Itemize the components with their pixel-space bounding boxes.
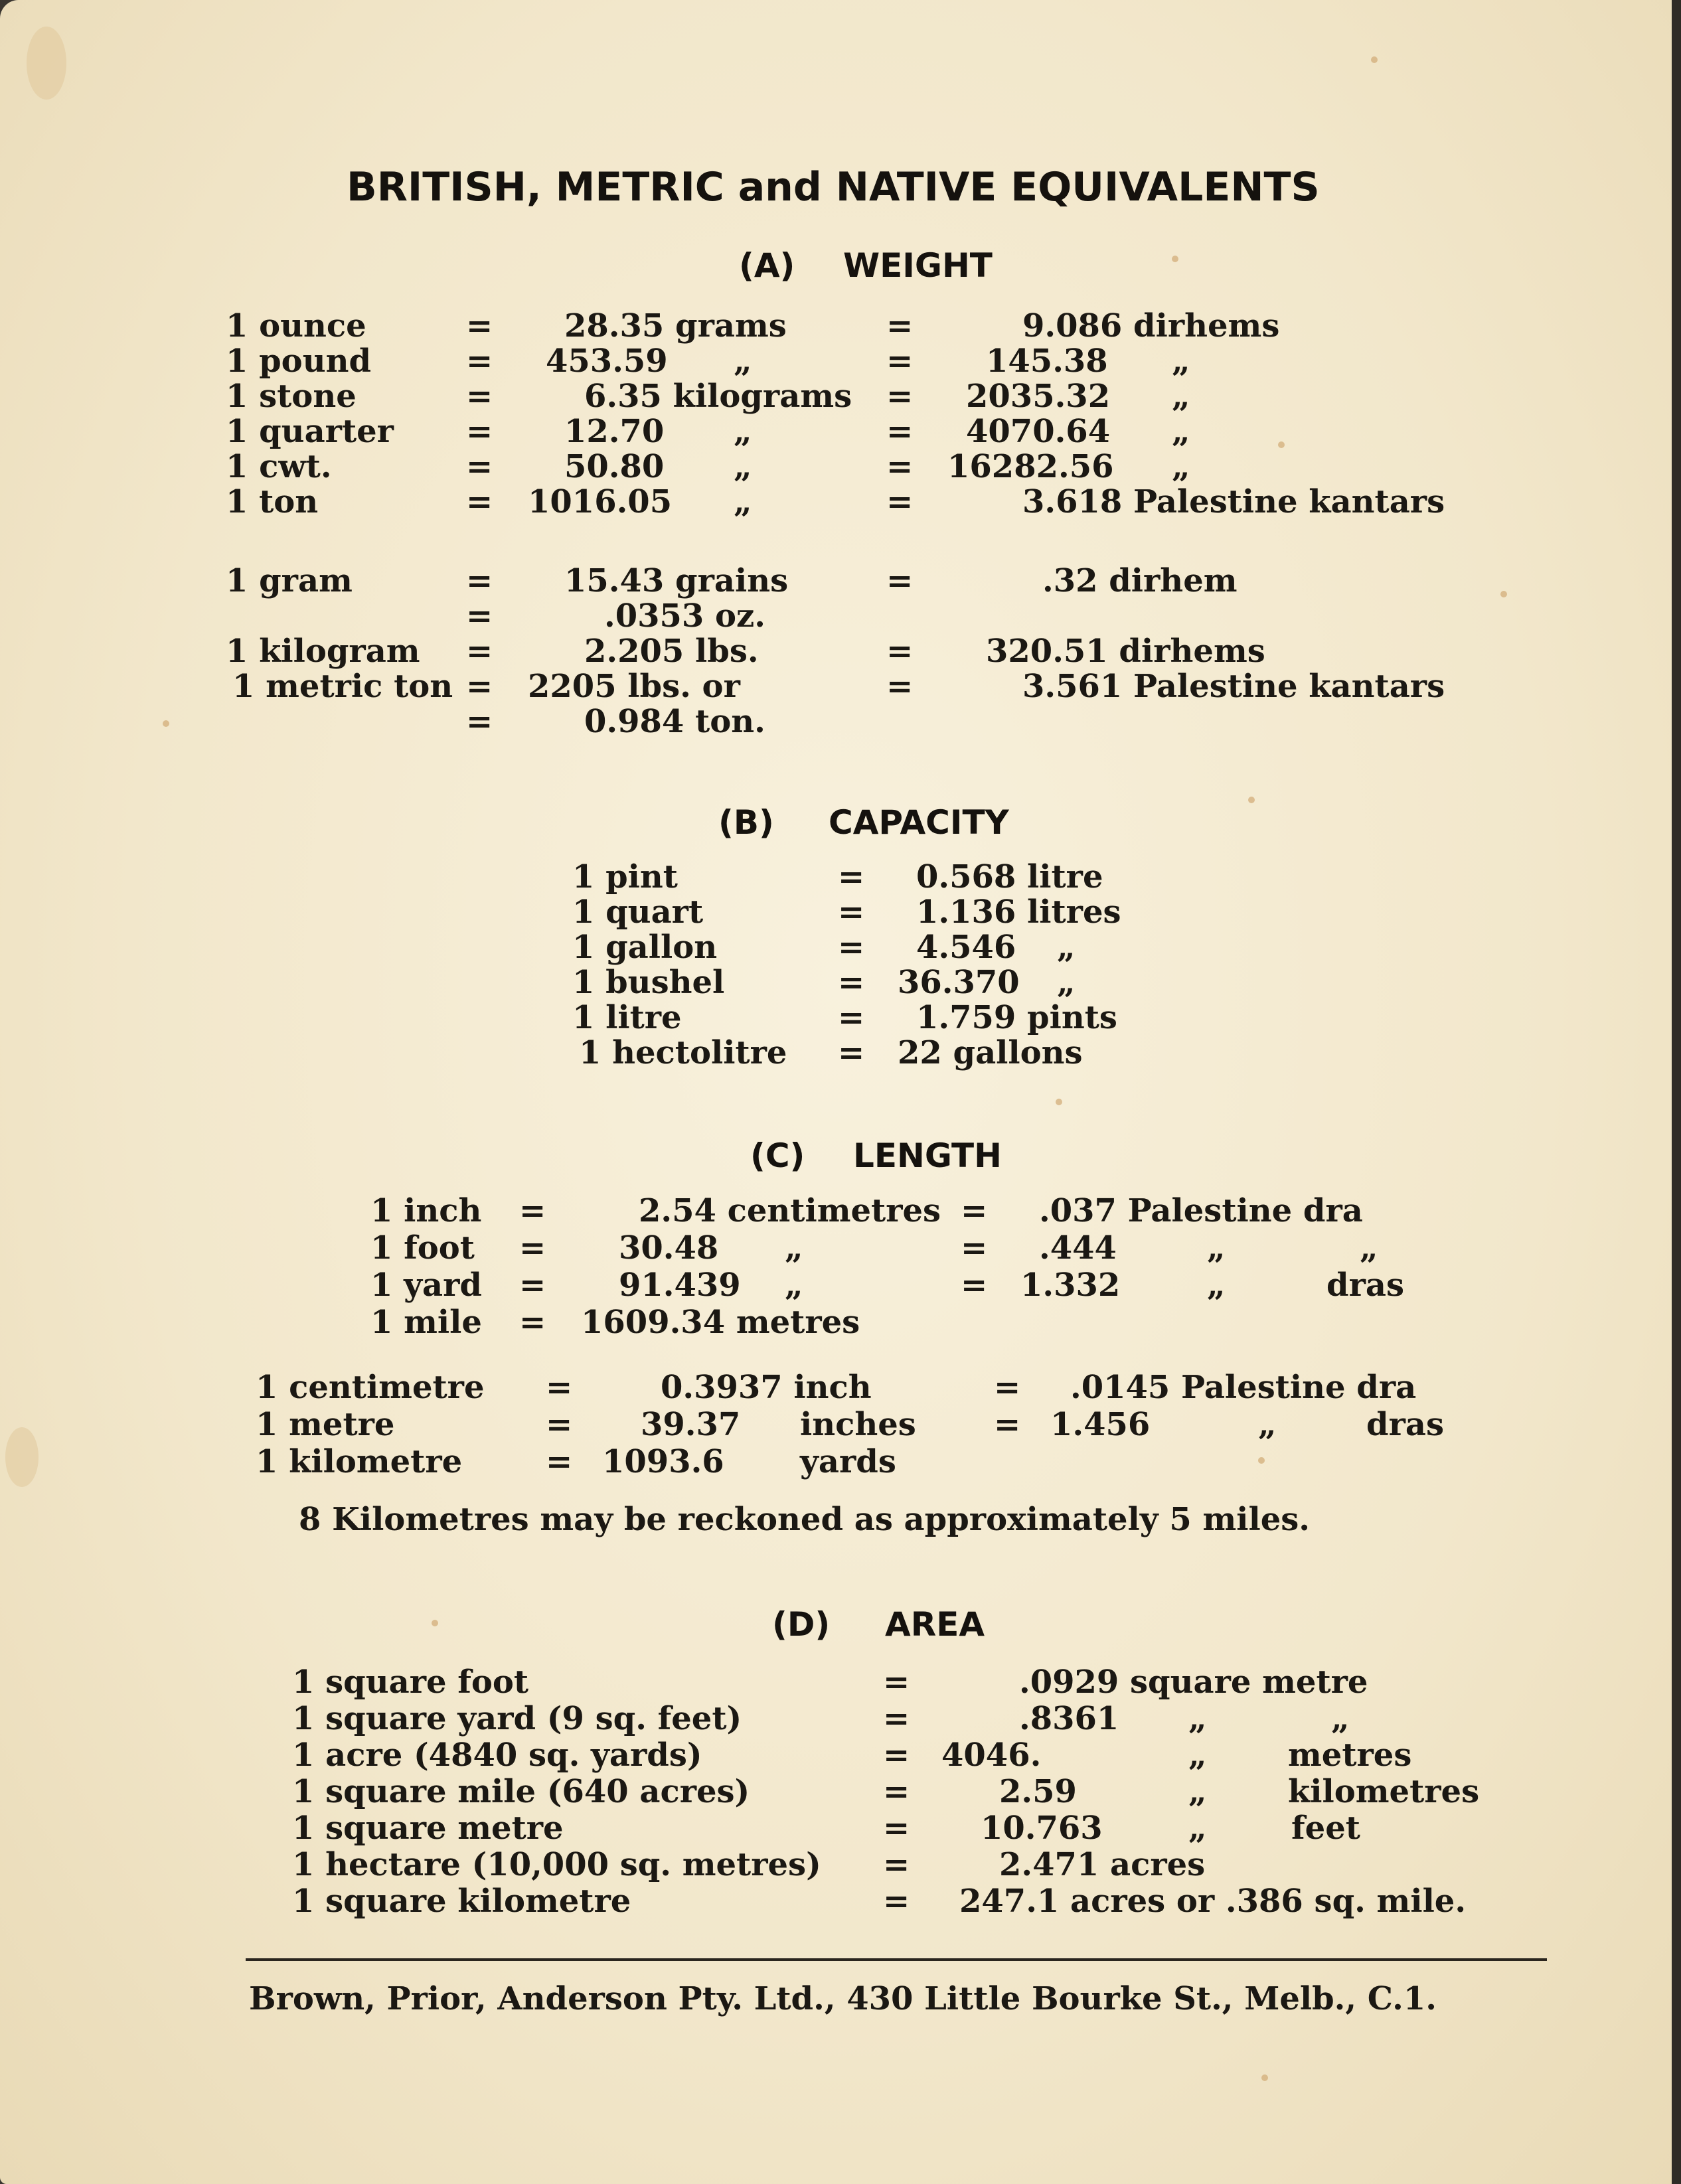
value-unit-cell: yards [800, 1443, 896, 1480]
paper-stain [5, 1427, 39, 1487]
equals-sign: = [886, 343, 914, 380]
equals-sign: = [886, 562, 914, 599]
unit-cell: 1 gallon [572, 929, 718, 966]
unit-cell: 1 pound [226, 343, 372, 380]
ditto-mark: „ [734, 483, 752, 520]
page-title: BRITISH, METRIC and NATIVE EQUIVALENTS [347, 164, 1320, 210]
unit-cell: 1 litre [572, 999, 682, 1036]
value-cell: 1.136 litres [916, 894, 1121, 931]
equals-sign: = [466, 413, 493, 450]
unit-cell: 1 square kilometre [292, 1883, 631, 1920]
equals-sign: = [886, 307, 914, 345]
paper-speck [1371, 56, 1378, 63]
ditto-mark: „ [785, 1267, 803, 1304]
value-cell: 2.205 lbs. [584, 633, 759, 670]
equals-sign: = [519, 1192, 546, 1229]
native-value-cell: 3.618 Palestine kantars [1022, 483, 1445, 520]
length-section-heading: LENGTH [853, 1136, 1002, 1175]
unit-cell: 1 acre (4840 sq. yards) [292, 1737, 702, 1774]
unit-cell: 1 hectolitre [579, 1034, 787, 1071]
equals-sign: = [466, 668, 493, 705]
value-cell: 2.54 centimetres [639, 1192, 941, 1229]
unit-cell: 1 kilogram [226, 633, 420, 670]
native-value-cell: 9.086 dirhems [1022, 307, 1280, 345]
ditto-mark: „ [1188, 1773, 1207, 1810]
unit-cell: 1 square foot [292, 1664, 529, 1701]
equals-sign: = [546, 1369, 573, 1406]
value-cell: 91.439 [619, 1267, 741, 1304]
equals-sign: = [994, 1406, 1021, 1443]
weight-section-label: (A) [739, 246, 795, 285]
equals-sign: = [546, 1443, 573, 1480]
equals-sign: = [883, 1737, 910, 1774]
equals-sign: = [961, 1267, 988, 1304]
ditto-mark: „ [1207, 1267, 1226, 1304]
value-cell: .8361 [1019, 1700, 1119, 1737]
length-section-label: (C) [750, 1136, 805, 1175]
equals-sign: = [886, 413, 914, 450]
value-cell: 1.759 pints [916, 999, 1117, 1036]
native-value-cell: .444 [1039, 1229, 1117, 1267]
value-unit-cell: metres [1288, 1737, 1412, 1774]
weight-section-heading: WEIGHT [843, 246, 993, 285]
equals-sign: = [886, 483, 914, 520]
unit-cell: 1 pint [572, 858, 678, 896]
native-value-cell: .0145 Palestine dra [1070, 1369, 1417, 1406]
value-cell: 2205 lbs. or [528, 668, 740, 705]
equals-sign: = [466, 562, 493, 599]
value-cell: 6.35 kilograms [584, 378, 852, 415]
unit-cell: 1 stone [226, 378, 357, 415]
ditto-mark: „ [1057, 964, 1076, 1001]
ditto-mark: „ [734, 343, 752, 380]
value-cell: 10.763 [981, 1810, 1103, 1847]
unit-cell: 1 centimetre [256, 1369, 485, 1406]
value-cell: 22 gallons [898, 1034, 1083, 1071]
ditto-mark: „ [1172, 343, 1190, 380]
value-unit-cell: kilometres [1288, 1773, 1480, 1810]
area-section-heading: AREA [885, 1605, 985, 1644]
value-cell: 4046. [941, 1737, 1042, 1774]
equals-sign: = [838, 858, 865, 896]
value-cell: 247.1 acres or .386 sq. mile. [959, 1883, 1467, 1920]
ditto-mark: „ [1188, 1737, 1207, 1774]
equals-sign: = [886, 668, 914, 705]
native-value-cell: .037 Palestine dra [1039, 1192, 1363, 1229]
equals-sign: = [466, 307, 493, 345]
ditto-mark: „ [1258, 1406, 1277, 1443]
unit-cell: 1 metre [256, 1406, 395, 1443]
paper-speck [1261, 2074, 1268, 2081]
ditto-mark: „ [1172, 413, 1190, 450]
paper-speck [1056, 1099, 1062, 1105]
unit-cell: 1 cwt. [226, 448, 332, 485]
equals-sign: = [883, 1773, 910, 1810]
value-cell: 0.984 ton. [584, 703, 765, 740]
equals-sign: = [838, 999, 865, 1036]
unit-cell: 1 inch [370, 1192, 482, 1229]
unit-cell: 1 kilometre [256, 1443, 463, 1480]
value-cell: 1016.05 [528, 483, 673, 520]
ditto-mark: „ [1057, 929, 1076, 966]
paper-stain [27, 27, 66, 100]
native-value-cell: 16282.56 [947, 448, 1114, 485]
ditto-mark: „ [734, 413, 752, 450]
equals-sign: = [961, 1192, 988, 1229]
unit-cell: 1 ounce [226, 307, 366, 345]
native-unit-cell: dras [1326, 1267, 1404, 1304]
footer-divider [246, 1958, 1547, 1961]
printer-imprint: Brown, Prior, Anderson Pty. Ltd., 430 Little Bourke St., Melb., C.1. [249, 1980, 1437, 2017]
paper-speck [432, 1620, 438, 1626]
native-value-cell: .32 dirhem [1042, 562, 1238, 599]
equals-sign: = [519, 1267, 546, 1304]
value-cell: 36.370 [898, 964, 1020, 1001]
paper-speck [1278, 441, 1285, 448]
value-cell: 0.3937 inch [661, 1369, 872, 1406]
unit-cell: 1 square yard (9 sq. feet) [292, 1700, 742, 1737]
unit-cell: 1 foot [370, 1229, 475, 1267]
value-cell: .0929 square metre [1019, 1664, 1368, 1701]
native-value-cell: 145.38 [986, 343, 1108, 380]
equals-sign: = [886, 448, 914, 485]
equals-sign: = [466, 703, 493, 740]
unit-cell: 1 metric ton [232, 668, 453, 705]
equals-sign: = [838, 894, 865, 931]
unit-cell: 1 yard [370, 1267, 482, 1304]
paper-speck [1500, 591, 1507, 597]
native-value-cell: 1.332 [1020, 1267, 1121, 1304]
unit-cell: 1 square metre [292, 1810, 564, 1847]
equals-sign: = [838, 964, 865, 1001]
paper-speck [1172, 256, 1178, 262]
paper-speck [163, 720, 169, 727]
equals-sign: = [466, 597, 493, 635]
ditto-mark: „ [1207, 1229, 1226, 1267]
native-value-cell: 320.51 dirhems [986, 633, 1265, 670]
equals-sign: = [838, 1034, 865, 1071]
ditto-mark: „ [1331, 1700, 1350, 1737]
equals-sign: = [466, 633, 493, 670]
unit-cell: 1 hectare (10,000 sq. metres) [292, 1846, 821, 1883]
value-cell: 1093.6 [602, 1443, 724, 1480]
equals-sign: = [519, 1229, 546, 1267]
paper-speck [1258, 1457, 1265, 1464]
value-cell: 30.48 [619, 1229, 719, 1267]
ditto-mark: „ [1172, 378, 1190, 415]
value-unit-cell: inches [800, 1406, 916, 1443]
equals-sign: = [466, 448, 493, 485]
value-cell: 453.59 [546, 343, 668, 380]
unit-cell: 1 bushel [572, 964, 725, 1001]
ditto-mark: „ [1172, 448, 1190, 485]
paper-speck [1248, 797, 1255, 803]
unit-cell: 1 gram [226, 562, 353, 599]
unit-cell: 1 square mile (640 acres) [292, 1773, 750, 1810]
equals-sign: = [466, 378, 493, 415]
capacity-section-heading: CAPACITY [829, 803, 1009, 842]
unit-cell: 1 quarter [226, 413, 394, 450]
equals-sign: = [886, 378, 914, 415]
value-cell: 15.43 grains [564, 562, 789, 599]
equals-sign: = [883, 1700, 910, 1737]
unit-cell: 1 mile [370, 1304, 482, 1341]
ditto-mark: „ [734, 448, 752, 485]
equals-sign: = [546, 1406, 573, 1443]
book-spine-edge [1672, 0, 1681, 2184]
value-cell: 12.70 [564, 413, 665, 450]
native-value-cell: 3.561 Palestine kantars [1022, 668, 1445, 705]
value-cell: 1609.34 metres [581, 1304, 860, 1341]
equals-sign: = [883, 1810, 910, 1847]
length-note: 8 Kilometres may be reckoned as approximately 5 miles. [299, 1501, 1311, 1538]
native-value-cell: 1.456 [1050, 1406, 1151, 1443]
native-value-cell: 2035.32 [966, 378, 1111, 415]
value-cell: 28.35 grams [564, 307, 787, 345]
value-cell: 2.471 acres [999, 1846, 1206, 1883]
native-value-cell: 4070.64 [966, 413, 1111, 450]
capacity-section-label: (B) [718, 803, 774, 842]
value-cell: 4.546 [916, 929, 1016, 966]
ditto-mark: „ [1360, 1229, 1378, 1267]
equals-sign: = [466, 483, 493, 520]
ditto-mark: „ [785, 1229, 803, 1267]
ditto-mark: „ [1188, 1700, 1207, 1737]
area-section-label: (D) [772, 1605, 831, 1644]
equals-sign: = [466, 343, 493, 380]
value-cell: 2.59 [999, 1773, 1077, 1810]
value-cell: 0.568 litre [916, 858, 1103, 896]
equals-sign: = [883, 1883, 910, 1920]
equals-sign: = [838, 929, 865, 966]
unit-cell: 1 quart [572, 894, 704, 931]
value-cell: .0353 oz. [604, 597, 765, 635]
native-unit-cell: dras [1366, 1406, 1444, 1443]
equals-sign: = [883, 1664, 910, 1701]
ditto-mark: „ [1188, 1810, 1207, 1847]
value-unit-cell: feet [1291, 1810, 1360, 1847]
value-cell: 50.80 [564, 448, 665, 485]
equals-sign: = [961, 1229, 988, 1267]
equals-sign: = [883, 1846, 910, 1883]
equals-sign: = [886, 633, 914, 670]
value-cell: 39.37 [641, 1406, 741, 1443]
equals-sign: = [994, 1369, 1021, 1406]
equals-sign: = [519, 1304, 546, 1341]
unit-cell: 1 ton [226, 483, 319, 520]
